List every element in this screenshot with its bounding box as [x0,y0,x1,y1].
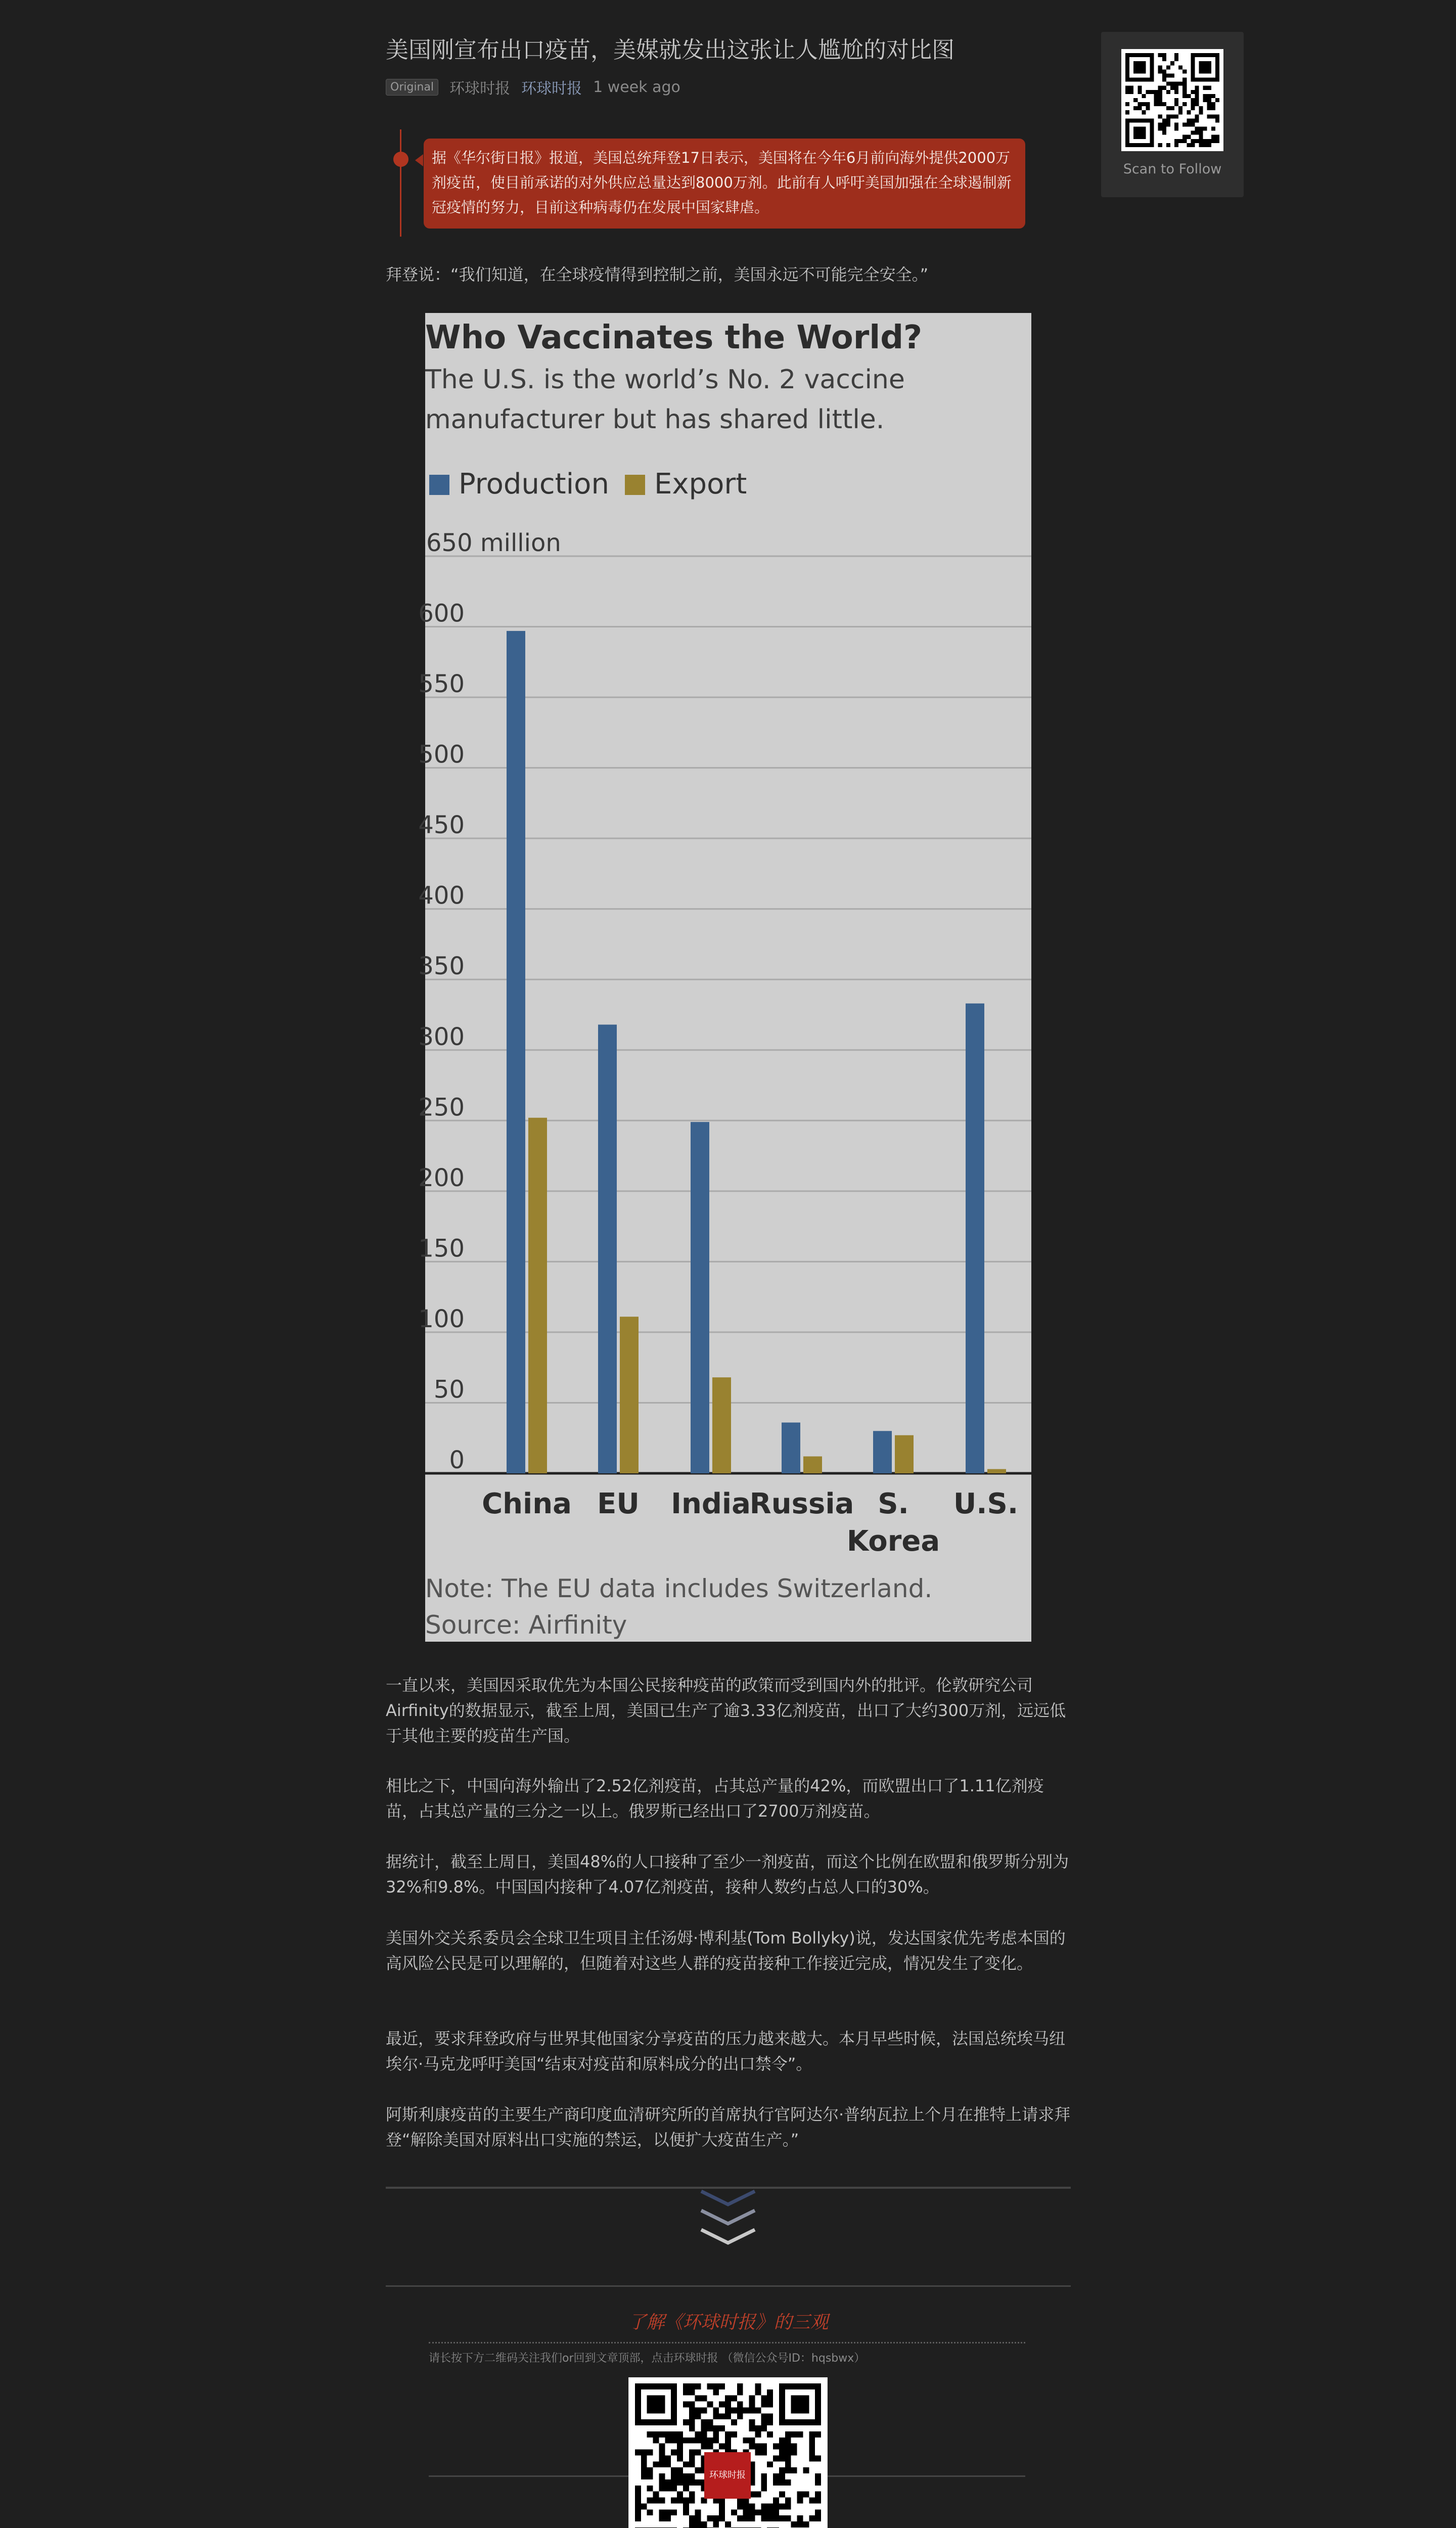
legend-label: Export [654,468,747,501]
y-tick-label: 350 [418,952,465,981]
dotted-divider [429,2342,1025,2343]
follow-qr-code[interactable] [1121,49,1223,151]
legend-swatch [625,475,645,495]
legend-swatch [429,475,449,495]
timeline-dot [393,152,408,167]
bar-export [712,1377,731,1473]
bar-export [803,1457,822,1473]
timeline-line [400,129,401,237]
bar-production [782,1423,800,1473]
footer-divider [386,2285,1071,2287]
x-tick-label: China [482,1487,572,1520]
y-tick-label: 500 [418,740,465,769]
qr-logo: 环球时报 [704,2452,751,2499]
x-tick-label: S. [878,1487,909,1520]
callout-box [424,139,1025,229]
x-tick-label: EU [597,1487,640,1520]
y-tick-label: 200 [418,1163,465,1192]
bar-production [507,631,525,1473]
follow-caption: Scan to Follow [1123,161,1222,177]
chart-subtitle: manufacturer but has shared little. [425,404,885,435]
article-meta [386,76,680,98]
y-tick-label: 250 [418,1093,465,1122]
y-tick-label: 600 [418,599,465,628]
chart-title: Who Vaccinates the World? [425,319,923,356]
paragraph-2: 一直以来，美国因采取优先为本国公民接种疫苗的政策而受到国内外的批评。伦敦研究公司Airfinity的数据显示，截至上周，美国已生产了逾3.33亿剂疫苗，出口了大约300万剂，远远低于其他主要的疫苗生产国。 [386,1676,1066,1745]
legend-label: Production [459,468,609,501]
bar-production [691,1122,709,1473]
source-name: 环球时报 [449,80,511,98]
original-badge: Original [386,79,438,96]
paragraph-5: 美国外交关系委员会全球卫生项目主任汤姆·博利基(Tom Bollyky)说，发达国家优先考虑本国的高风险公民是可以理解的，但随着对这些人群的疫苗接种工作接近完成，情况发生了变化。 [386,1928,1066,1973]
y-tick-label: 50 [433,1375,465,1404]
footer-divider [386,2187,1071,2189]
paragraph-7: 阿斯利康疫苗的主要生产商印度血清研究所的首席执行官阿达尔·普纳瓦拉上个月在推特上请求拜登“解除美国对原料出口实施的禁运，以便扩大疫苗生产。” [386,2105,1071,2149]
chevron-down-icon [698,2189,758,2255]
article-title: 美国刚宣布出口疫苗，美媒就发出这张让人尴尬的对比图 [386,36,955,63]
x-tick-label: U.S. [953,1487,1019,1520]
wechat-qr-code[interactable] [628,2377,828,2528]
vaccine-chart [418,313,1031,1642]
bar-production [966,1004,984,1473]
y-tick-label: 0 [449,1446,465,1474]
publish-time: 1 week ago [593,78,680,96]
chart-svg [418,313,1031,1642]
bar-export [987,1469,1006,1473]
y-tick-label: 100 [418,1304,465,1333]
bar-export [528,1118,547,1473]
source-link[interactable]: 环球时报 [521,80,582,98]
paragraph-3: 相比之下，中国向海外输出了2.52亿剂疫苗，占其总产量的42%，而欧盟出口了1.11亿剂疫苗，占其总产量的三分之一以上。俄罗斯已经出口了2700万剂疫苗。 [386,1776,1044,1821]
chart-note: Note: The EU data includes Switzerland. [425,1574,933,1603]
paragraph-6: 最近，要求拜登政府与世界其他国家分享疫苗的压力越来越大。本月早些时候，法国总统埃马纽埃尔·马克龙呼吁美国“结束对疫苗和原料成分的出口禁令”。 [386,2029,1066,2073]
bar-export [620,1317,639,1473]
follow-heading: 了解《环球时报》的三观 [628,2312,829,2333]
paragraph-1: 拜登说：“我们知道，在全球疫情得到控制之前，美国永远不可能完全安全。” [386,265,929,284]
x-tick-label: Russia [749,1487,854,1520]
y-tick-label: 300 [418,1022,465,1051]
y-tick-label: 450 [418,811,465,840]
chart-source: Source: Airfinity [425,1610,627,1640]
paragraph-4: 据统计，截至上周日，美国48%的人口接种了至少一剂疫苗，而这个比例在欧盟和俄罗斯分别为32%和9.8%。中国国内接种了4.07亿剂疫苗，接种人数约占总人口的30%。 [386,1852,1069,1897]
follow-card [1101,32,1244,197]
bar-production [598,1025,617,1473]
x-tick-label: Korea [846,1525,940,1558]
x-tick-label: India [671,1487,751,1520]
y-tick-label: 400 [418,881,465,910]
y-tick-label: 550 [418,670,465,699]
bar-production [873,1431,892,1473]
y-tick-label: 650 million [426,529,561,557]
y-tick-label: 150 [418,1234,465,1263]
callout-text: 据《华尔街日报》报道，美国总统拜登17日表示，美国将在今年6月前向海外提供2000万剂疫苗，使目前承诺的对外供应总量达到8000万剂。此前有人呼吁美国加强在全球遏制新冠疫情的努力，目前这种病毒仍在发展中国家肆虐。 [432,149,1012,216]
follow-note: 请长按下方二维码关注我们or回到文章顶部，点击环球时报 （微信公众号ID：hqsbwx） [429,2352,866,2365]
chart-subtitle: The U.S. is the world’s No. 2 vaccine [425,365,905,395]
bar-export [895,1435,914,1473]
callout-pointer [415,154,423,166]
